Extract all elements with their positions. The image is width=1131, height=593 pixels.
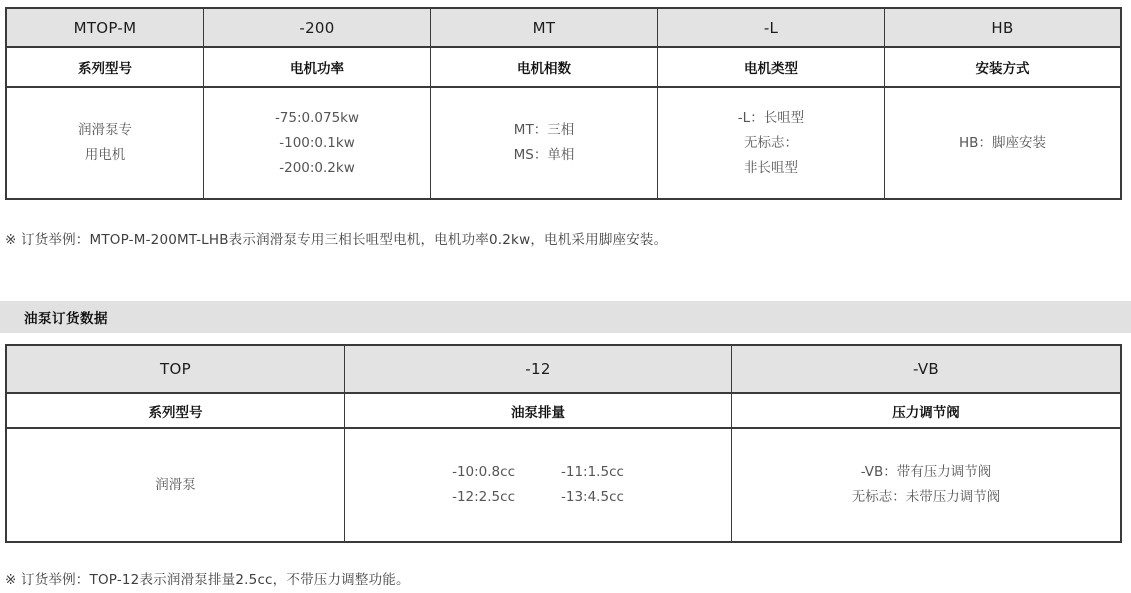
motor-type-line2: 无标志： <box>744 134 798 151</box>
motor-series-line1: 润滑泵专 <box>78 122 132 138</box>
motor-body-series <box>7 88 204 198</box>
motor-type-line3: 非长咀型 <box>744 159 798 176</box>
pump-section-header <box>0 301 1131 333</box>
pump-code-series: TOP <box>7 346 345 394</box>
pump-label-series: 系列型号 <box>7 394 345 429</box>
motor-label-mount: 安装方式 <box>885 48 1120 88</box>
pump-disp-11: -11:1.5cc <box>561 464 624 480</box>
pump-code-displacement: -12 <box>345 346 732 394</box>
motor-code-series: MTOP-M <box>7 9 204 48</box>
pump-label-displacement: 油泵排量 <box>345 394 732 429</box>
motor-code-type: -L <box>658 9 885 48</box>
pump-section-title: 油泵订货数据 <box>24 311 108 327</box>
motor-power-line1: -75:0.075kw <box>274 109 360 126</box>
pump-disp-10: -10:0.8cc <box>452 464 515 480</box>
motor-power-line2: -100:0.1kw <box>279 134 355 151</box>
motor-label-power: 电机功率 <box>204 48 431 88</box>
pump-valve-line1: -VB：带有压力调节阀 <box>860 464 992 480</box>
motor-body-type <box>658 88 885 198</box>
motor-body-phase <box>431 88 658 198</box>
pump-disp-13: -13:4.5cc <box>561 489 624 505</box>
motor-phase-line2: MS：单相 <box>513 147 575 163</box>
motor-phase-line1: MT：三相 <box>513 122 575 138</box>
motor-power-line3: -200:0.2kw <box>279 159 355 176</box>
pump-ordering-table <box>5 344 1122 543</box>
motor-code-phase: MT <box>431 9 658 48</box>
motor-body-mount <box>885 88 1120 198</box>
pump-body-displacement <box>345 429 732 541</box>
motor-code-mount: HB <box>885 9 1120 48</box>
motor-mount-text: HB：脚座安装 <box>959 134 1046 151</box>
pump-disp-12: -12:2.5cc <box>452 489 515 505</box>
pump-series-text: 润滑泵 <box>155 476 196 493</box>
motor-type-line1: -L：长咀型 <box>737 109 805 126</box>
pump-code-valve: -VB <box>732 346 1120 394</box>
motor-body-power <box>204 88 431 198</box>
pump-body-valve <box>732 429 1120 541</box>
motor-label-type: 电机类型 <box>658 48 885 88</box>
pump-valve-line2: 无标志：未带压力调节阀 <box>851 489 1001 505</box>
motor-ordering-table <box>5 7 1122 200</box>
motor-series-line2: 用电机 <box>84 147 126 163</box>
motor-code-power: -200 <box>204 9 431 48</box>
motor-label-series: 系列型号 <box>7 48 204 88</box>
pump-order-example-note: ※ 订货举例：TOP-12表示润滑泵排量2.5cc，不带压力调整功能。 <box>5 572 410 588</box>
pump-label-valve: 压力调节阀 <box>732 394 1120 429</box>
motor-label-phase: 电机相数 <box>431 48 658 88</box>
pump-body-series <box>7 429 345 541</box>
motor-order-example-note: ※ 订货举例：MTOP-M-200MT-LHB表示润滑泵专用三相长咀型电机，电机功率0.2kw，电机采用脚座安装。 <box>5 232 668 248</box>
